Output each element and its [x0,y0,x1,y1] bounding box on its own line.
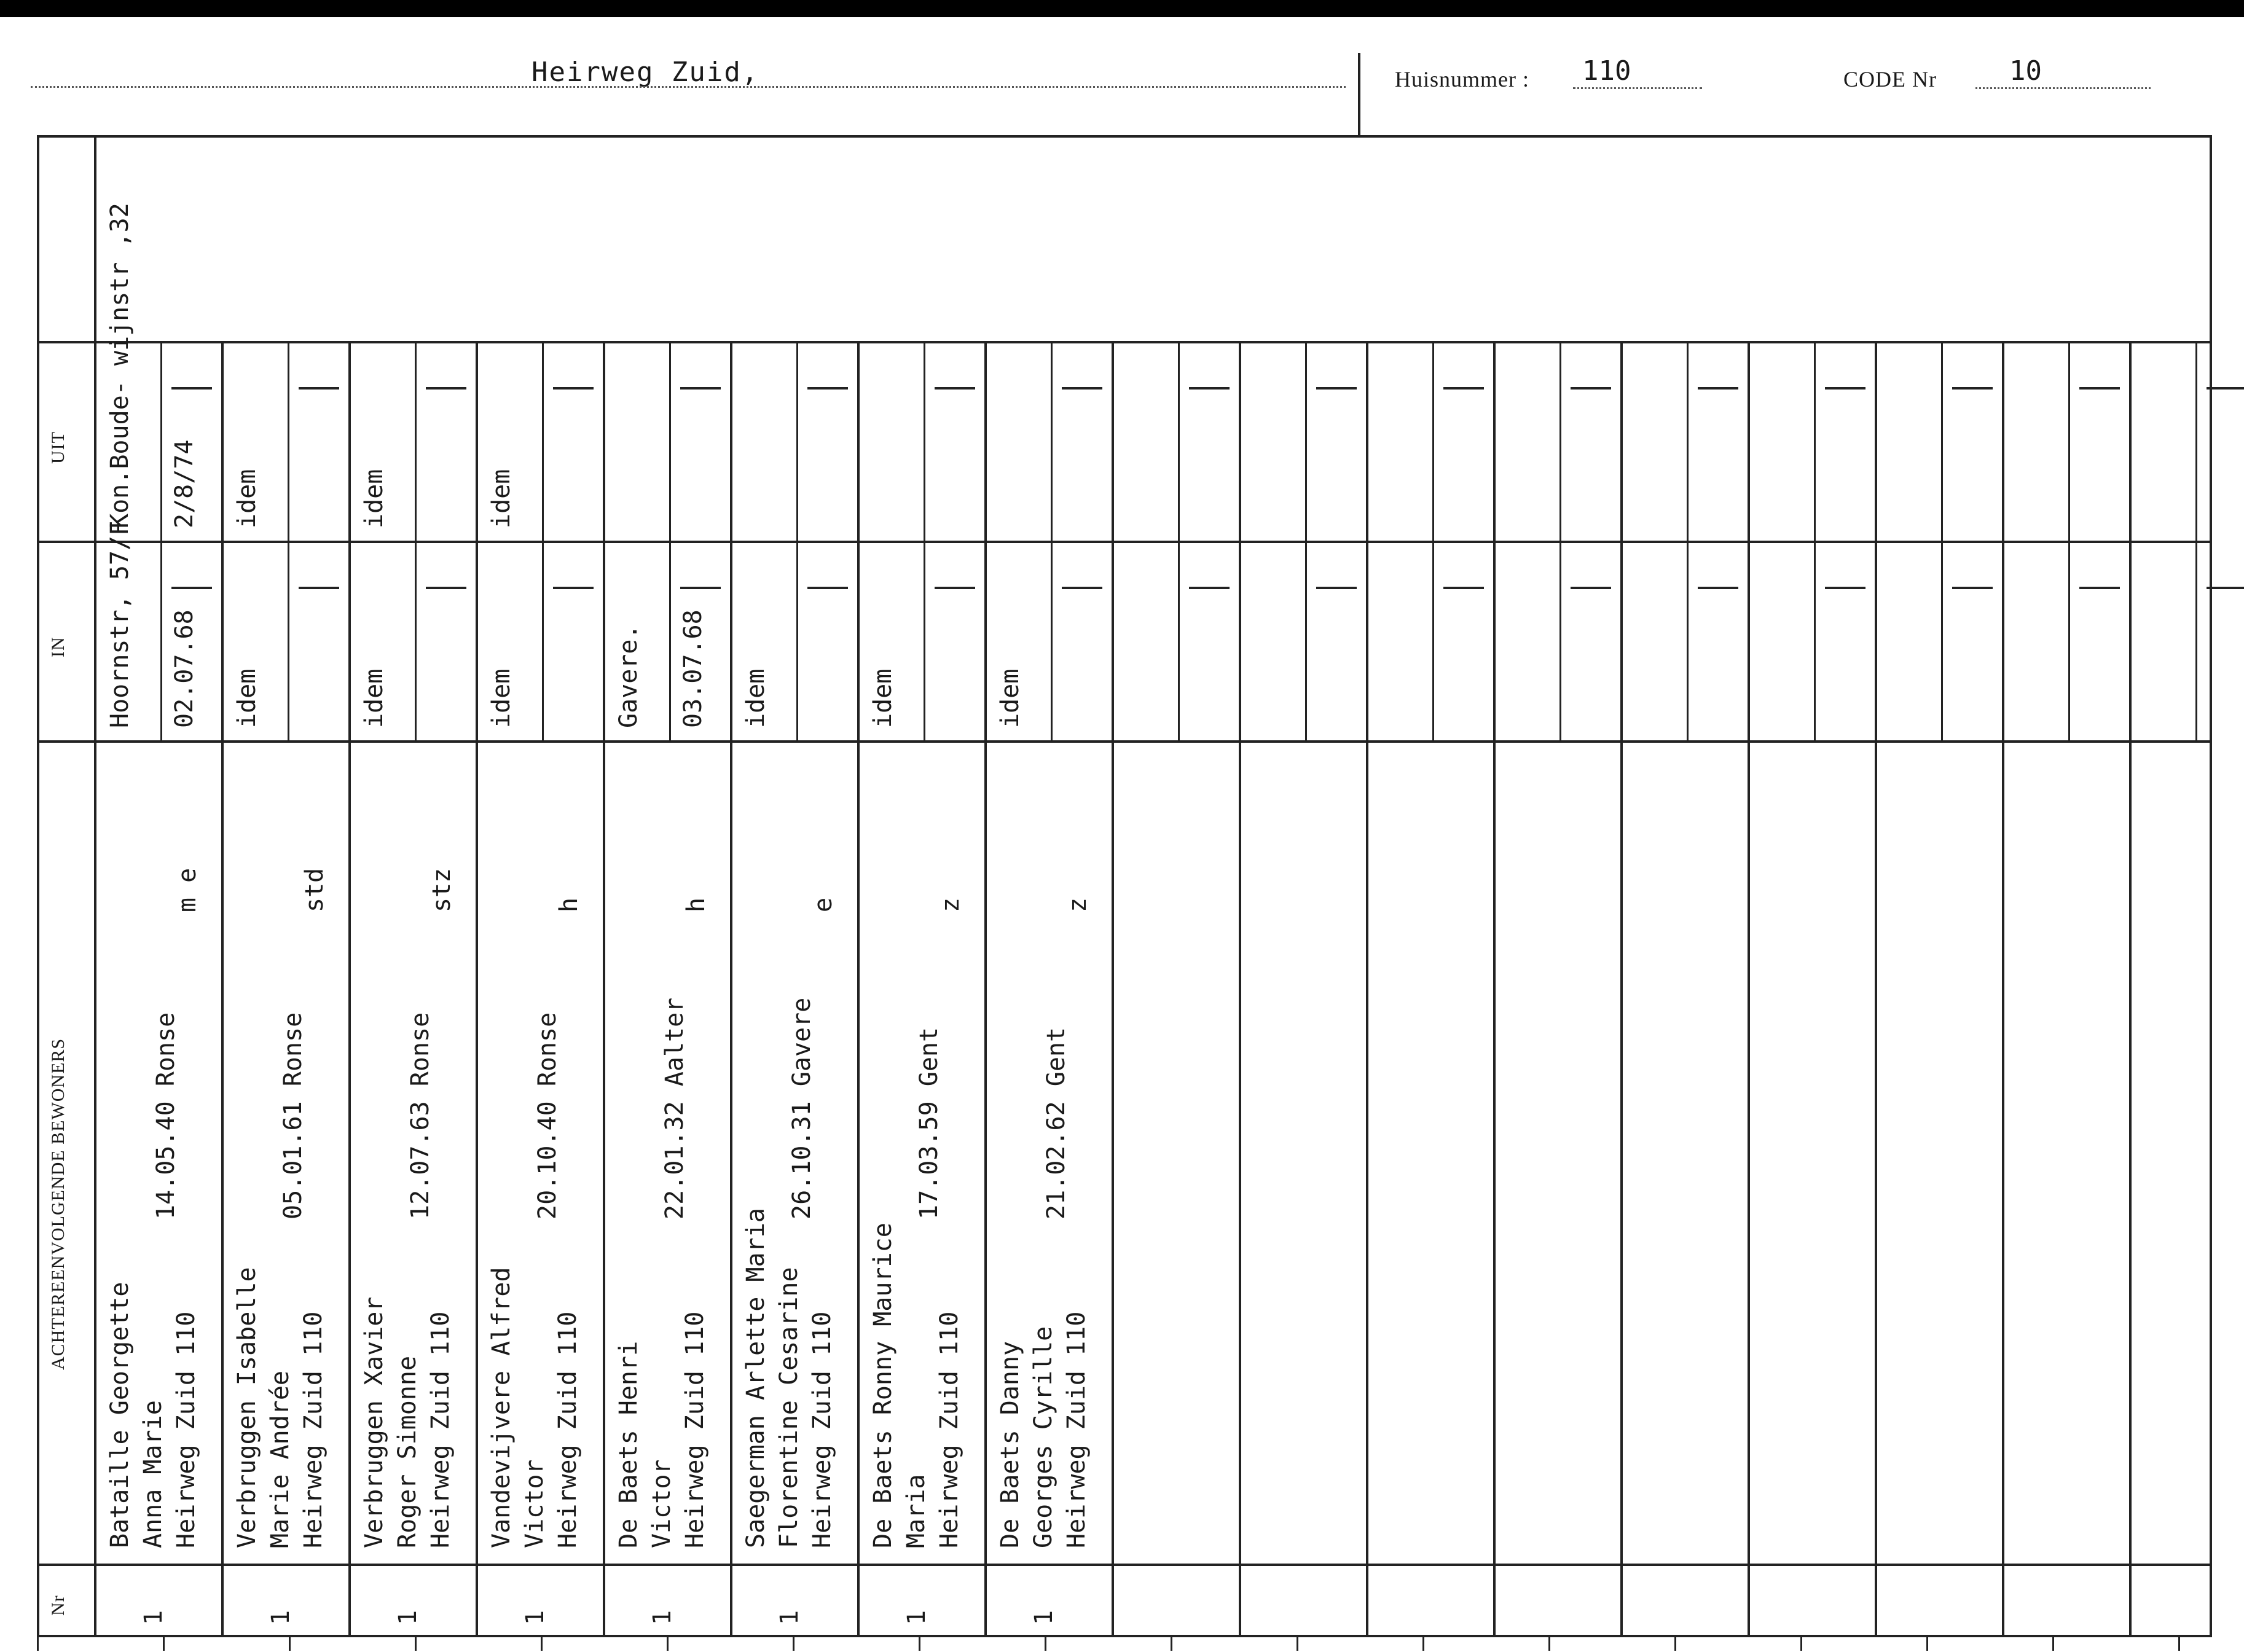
column-divider [1748,341,1750,1637]
resident-name-line: Verbruggen Isabelle [233,1267,261,1548]
half-divider [1178,341,1180,740]
dash-mark [807,587,848,589]
dash-mark [1062,587,1102,589]
house-number-label: Huisnummer : [1395,67,1529,92]
resident-name-line: Roger Simonne [393,1355,422,1548]
resident-name-line: De Baets Ronny Maurice [869,1223,897,1548]
column-divider [1620,341,1623,1637]
dash-mark [1189,387,1230,390]
bottom-tick [541,1637,543,1651]
in-place: idem [869,668,897,728]
in-place: idem [360,668,388,728]
column-divider [476,341,478,1637]
resident-name-line: Anna Marie [139,1400,167,1548]
half-divider [1941,341,1943,740]
half-divider [415,341,417,740]
in-place: Hoornstr, 57/F [106,520,134,728]
dash-mark [1698,387,1738,390]
resident-name [230,1267,330,1548]
dash-mark [553,387,594,390]
dash-mark [1698,587,1738,589]
column-divider [1493,341,1496,1637]
resident-name [612,1312,712,1548]
resident-name-line: Vandevijvere Alfred [487,1267,516,1548]
dash-mark [1952,587,1993,589]
half-divider [796,341,798,740]
bottom-tick [1045,1637,1046,1651]
civil-mark: std [300,867,329,912]
dash-mark [1443,387,1484,390]
bottom-tick [1297,1637,1298,1651]
uit-label: UIT [48,431,68,464]
column-divider [1239,341,1241,1637]
half-divider [542,341,544,740]
uit-place: idem [487,469,516,528]
header-divider [1358,53,1360,136]
bottom-tick [1171,1637,1172,1651]
half-divider [1051,341,1053,740]
resident-name [358,1297,457,1548]
column-divider [603,341,605,1637]
column-divider [348,341,351,1637]
code-label: CODE Nr [1843,67,1937,92]
civil-mark: z [1064,897,1092,912]
resident-name-line: Bataille Georgette [106,1282,134,1548]
column-divider [857,341,860,1637]
nr-value: 1 [521,1610,549,1625]
uit-place: idem [360,469,388,528]
column-divider [2129,341,2132,1637]
in-label: IN [48,636,68,657]
dash-mark [1571,387,1611,390]
bottom-tick [919,1637,920,1651]
resident-name-line: De Baets Henri [614,1341,643,1548]
dash-mark [1443,587,1484,589]
dash-mark [299,587,339,589]
resident-name [485,1267,584,1548]
scan-top-edge [0,0,2244,17]
half-divider [2068,341,2070,740]
label-row-line [37,341,94,343]
dash-mark [299,387,339,390]
uit-place: Kon.Boude- wijnstr ,32 [106,203,134,528]
bottom-tick [2178,1637,2180,1651]
bottom-tick [1548,1637,1550,1651]
birth-date-place: 26.10.31 Gavere [788,997,816,1219]
row-line [94,740,2212,743]
house-number-value: 110 [1582,55,1631,87]
birth-date-place: 12.07.63 Ronse [406,1012,434,1219]
birth-date-place: 05.01.61 Ronse [279,1012,307,1219]
column-divider [221,341,224,1637]
dash-mark [1571,587,1611,589]
civil-mark: stz [428,867,456,912]
dash-mark [171,387,212,390]
half-divider [669,341,671,740]
bottom-tick [667,1637,669,1651]
dash-mark [1316,387,1357,390]
dash-mark [680,587,721,589]
bottom-tick [1800,1637,1802,1651]
civil-mark: h [555,897,583,912]
street-dotted-line [31,86,1346,88]
in-date: 03.07.68 [679,609,707,728]
dash-mark [1825,587,1865,589]
resident-name [739,1208,839,1548]
half-divider [1814,341,1816,740]
resident-name-line: Heirweg Zuid 110 [681,1311,709,1548]
dash-mark [1825,387,1865,390]
bottom-tick [1926,1637,1928,1651]
civil-mark: m e [173,867,202,912]
nr-value: 1 [648,1610,677,1625]
bottom-tick [793,1637,794,1651]
code-value: 10 [2009,55,2042,87]
dash-mark [1189,587,1230,589]
bottom-tick [1422,1637,1424,1651]
column-divider [730,341,732,1637]
label-row-line [37,541,94,543]
resident-name-line: Florentine Cesarine [775,1267,803,1548]
label-row-line [37,1564,94,1566]
resident-name-line: Heirweg Zuid 110 [172,1311,200,1548]
nr-value: 1 [267,1610,295,1625]
resident-name-line: De Baets Danny [996,1341,1024,1548]
half-divider [1687,341,1689,740]
in-place: idem [742,668,770,728]
in-place: idem [996,668,1024,728]
resident-name-line: Saegerman Arlette Maria [742,1208,770,1548]
resident-name-line: Maria [902,1474,930,1548]
bottom-tick [289,1637,291,1651]
dash-mark [935,587,975,589]
resident-name-line: Heirweg Zuid 110 [554,1311,582,1548]
half-divider [288,341,289,740]
column-divider [1875,341,1877,1637]
nr-value: 1 [139,1610,168,1625]
column-divider [2002,341,2004,1637]
nr-label: Nr [48,1595,68,1616]
resident-name-line: Heirweg Zuid 110 [935,1311,963,1548]
house-number-dotted-line [1573,87,1702,89]
resident-name [994,1312,1093,1548]
column-divider [1366,341,1368,1637]
dash-mark [2207,587,2244,589]
half-divider [160,341,162,740]
dash-mark [1952,387,1993,390]
civil-mark: h [682,897,710,912]
label-column-divider [94,135,96,1637]
dash-mark [680,387,721,390]
nr-value: 1 [903,1610,931,1625]
bottom-tick [415,1637,417,1651]
nr-value: 1 [394,1610,422,1625]
resident-name-line: Heirweg Zuid 110 [808,1311,836,1548]
street-name: Heirweg Zuid, [532,57,759,88]
civil-mark: e [809,897,838,912]
resident-name-line: Georges Cyrille [1029,1326,1057,1548]
half-divider [1432,341,1434,740]
bottom-tick [1674,1637,1676,1651]
dash-mark [2079,587,2120,589]
resident-name-line: Heirweg Zuid 110 [1062,1311,1091,1548]
dash-mark [426,587,466,589]
dash-mark [1062,387,1102,390]
residents-label: ACHTEREENVOLGENDE BEWONERS [48,1038,68,1370]
row-line [94,541,2212,543]
label-row-line [37,740,94,743]
resident-name-line: Heirweg Zuid 110 [426,1311,455,1548]
resident-name-line: Victor [520,1459,549,1548]
uit-place: idem [233,469,261,528]
resident-name [866,1223,966,1548]
dash-mark [1316,587,1357,589]
birth-date-place: 22.01.32 Aalter [661,997,689,1219]
resident-name-line: Verbruggen Xavier [360,1296,388,1548]
dash-mark [171,587,212,589]
half-divider [924,341,925,740]
resident-name-line: Marie Andrée [266,1371,294,1548]
half-divider [1305,341,1307,740]
bottom-tick [163,1637,165,1651]
in-date: 02.07.68 [170,609,198,728]
dash-mark [2079,387,2120,390]
birth-date-place: 14.05.40 Ronse [152,1012,180,1219]
birth-date-place: 17.03.59 Gent [915,1027,943,1219]
uit-date: 2/8/74 [170,439,198,528]
row-line [94,1564,2212,1566]
code-dotted-line [1975,87,2151,89]
half-divider [1559,341,1561,740]
column-divider [1112,341,1114,1637]
birth-date-place: 20.10.40 Ronse [533,1012,562,1219]
dash-mark [426,387,466,390]
in-place: Gavere. [614,624,643,728]
dash-mark [2207,387,2244,390]
birth-date-place: 21.02.62 Gent [1042,1027,1070,1219]
column-divider [984,341,987,1637]
in-place: idem [233,668,261,728]
nr-value: 1 [775,1610,804,1625]
resident-name [103,1282,203,1548]
bottom-tick [37,1637,39,1651]
resident-name-line: Victor [648,1459,676,1548]
dash-mark [553,587,594,589]
half-divider [2195,341,2197,740]
dash-mark [807,387,848,390]
civil-mark: z [936,897,965,912]
bottom-tick [2052,1637,2054,1651]
resident-name-line: Heirweg Zuid 110 [299,1311,328,1548]
in-place: idem [487,668,516,728]
dash-mark [935,387,975,390]
row-line [94,341,2212,343]
nr-value: 1 [1030,1610,1058,1625]
